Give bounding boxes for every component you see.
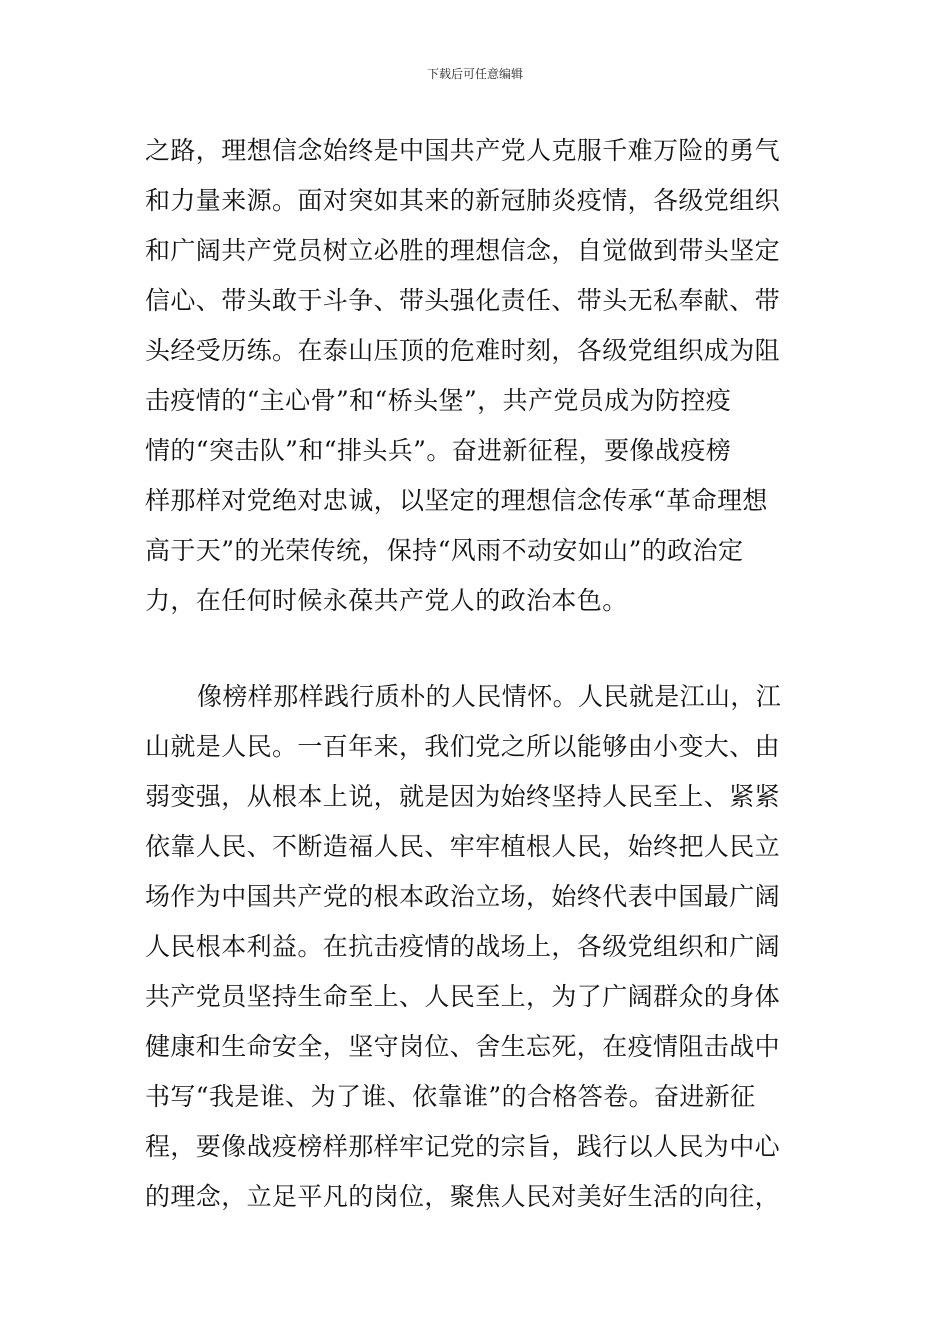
paragraph-line: 高于天”的光荣传统，保持“风雨不动安如山”的政治定	[145, 536, 744, 565]
paragraph-line: 情的“突击队”和“排头兵”。奋进新征程，要像战疫榜	[145, 436, 732, 465]
paragraph-1	[145, 126, 809, 626]
paragraph-line: 共产党员坚持生命至上、人民至上，为了广阔群众的身体	[145, 982, 781, 1011]
paragraph-line: 和力量来源。面对突如其来的新冠肺炎疫情，各级党组织	[145, 186, 781, 215]
paragraph-line: 依靠人民、不断造福人民、牢牢植根人民，始终把人民立	[145, 832, 781, 861]
paragraph-line: 弱变强，从根本上说，就是因为始终坚持人民至上、紧紧	[145, 782, 781, 811]
paragraph-line: 人民根本利益。在抗击疫情的战场上，各级党组织和广阔	[145, 932, 781, 961]
paragraph-line: 的理念，立足平凡的岗位，聚焦人民对美好生活的向往，	[145, 1182, 781, 1211]
paragraph-line: 信心、带头敢于斗争、带头强化责任、带头无私奉献、带	[145, 286, 781, 315]
paragraph-line: 场作为中国共产党的根本政治立场，始终代表中国最广阔	[145, 882, 781, 911]
paragraph-line: 像榜样那样践行质朴的人民情怀。人民就是江山，江	[197, 682, 782, 711]
page-header: 下载后可任意编辑	[426, 67, 523, 81]
paragraph-line: 程，要像战疫榜样那样牢记党的宗旨，践行以人民为中心	[145, 1132, 781, 1161]
paragraph-line: 健康和生命安全，坚守岗位、舍生忘死，在疫情阻击战中	[145, 1032, 781, 1061]
paragraph-line: 之路，理想信念始终是中国共产党人克服千难万险的勇气	[145, 136, 781, 165]
paragraph-line: 样那样对党绝对忠诚，以坚定的理想信念传承“革命理想	[145, 486, 768, 515]
paragraph-line: 力，在任何时候永葆共产党人的政治本色。	[145, 586, 628, 615]
paragraph-line: 书写“我是谁、为了谁、依靠谁”的合格答卷。奋进新征	[145, 1082, 756, 1111]
paragraph-2	[145, 672, 809, 1222]
paragraph-line: 头经受历练。在泰山压顶的危难时刻，各级党组织成为阻	[145, 336, 781, 365]
paragraph-line: 山就是人民。一百年来，我们党之所以能够由小变大、由	[145, 732, 781, 761]
paragraph-line: 和广阔共产党员树立必胜的理想信念，自觉做到带头坚定	[145, 236, 781, 265]
paragraph-line: 击疫情的“主心骨”和“桥头堡”，共产党员成为防控疫	[145, 386, 732, 415]
